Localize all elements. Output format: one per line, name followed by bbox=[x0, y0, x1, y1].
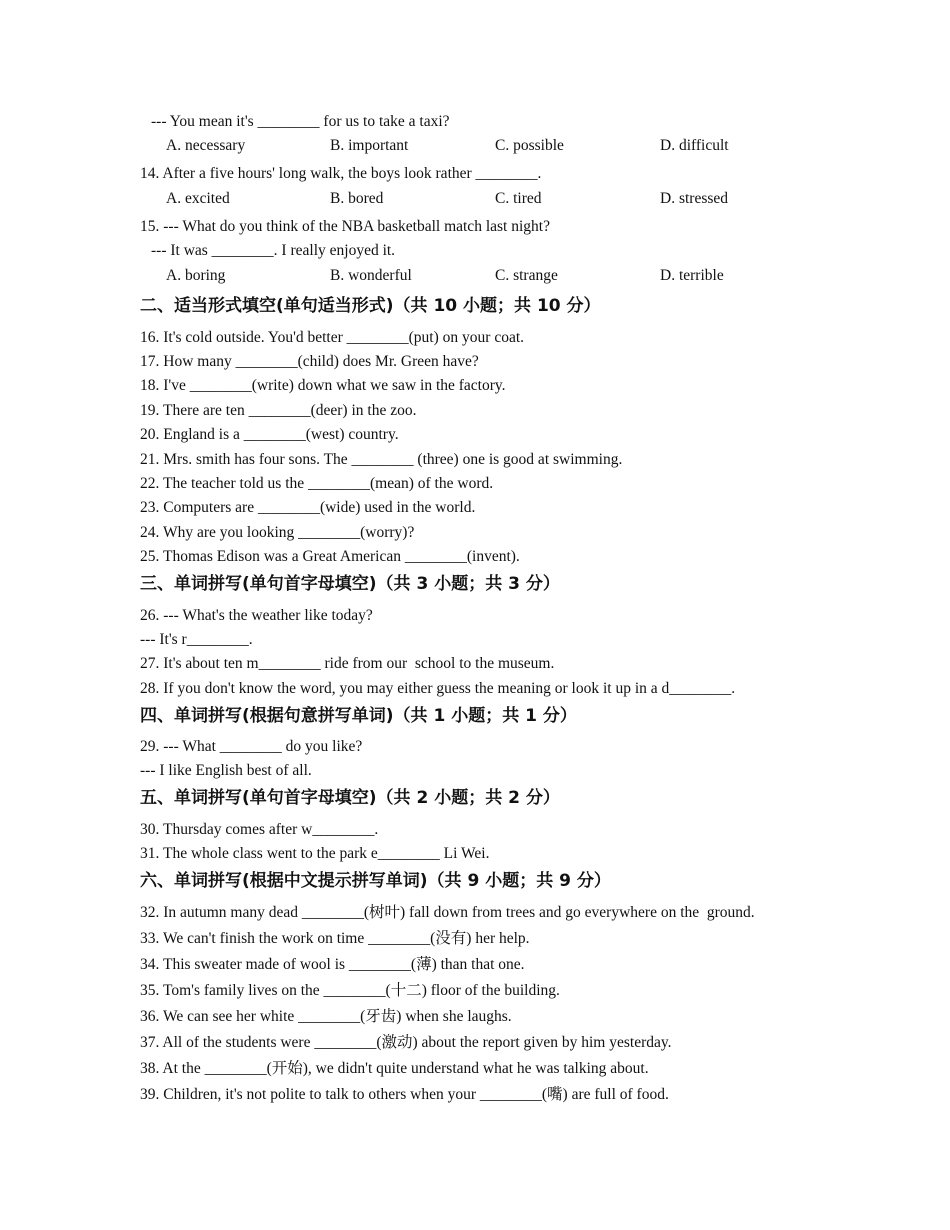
section-2-heading: 二、适当形式填空(单句适当形式)（共 10 小题；共 10 分） bbox=[140, 296, 601, 316]
section-4-heading: 四、单词拼写(根据句意拼写单词)（共 1 小题；共 1 分） bbox=[140, 706, 577, 726]
q14-stem: 14. After a five hours' long walk, the boys look rather ________. bbox=[140, 165, 542, 182]
question-line: 19. There are ten ________(deer) in the zoo. bbox=[140, 402, 417, 419]
question-line: --- I like English best of all. bbox=[140, 762, 312, 779]
q15-option-c: C. strange bbox=[495, 267, 558, 284]
question-line: 21. Mrs. smith has four sons. The ________ (three) one is good at swimming. bbox=[140, 451, 623, 468]
q13-option-b: B. important bbox=[330, 137, 409, 154]
question-line: --- It's r________. bbox=[140, 631, 253, 648]
question-line: 25. Thomas Edison was a Great American ________(invent). bbox=[140, 548, 520, 565]
question-line: 17. How many ________(child) does Mr. Green have? bbox=[140, 353, 479, 370]
question-line: 32. In autumn many dead ________(树叶) fall down from trees and go everywhere on the ground. bbox=[140, 904, 755, 921]
question-line: 34. This sweater made of wool is ________(薄) than that one. bbox=[140, 956, 525, 973]
question-line: 30. Thursday comes after w________. bbox=[140, 821, 379, 838]
section-3-heading: 三、单词拼写(单句首字母填空)（共 3 小题；共 3 分） bbox=[140, 574, 560, 594]
question-line: 35. Tom's family lives on the ________(十二) floor of the building. bbox=[140, 982, 560, 999]
question-line: 18. I've ________(write) down what we saw in the factory. bbox=[140, 377, 506, 394]
q15-stem-line2: --- It was ________. I really enjoyed it. bbox=[151, 242, 396, 259]
question-line: 16. It's cold outside. You'd better ________(put) on your coat. bbox=[140, 329, 525, 346]
q13-option-d: D. difficult bbox=[660, 137, 729, 154]
question-line: 39. Children, it's not polite to talk to others when your ________(嘴) are full of food. bbox=[140, 1086, 669, 1103]
section-5-heading: 五、单词拼写(单句首字母填空)（共 2 小题；共 2 分） bbox=[140, 788, 560, 808]
q13-option-c: C. possible bbox=[495, 137, 564, 154]
question-line: 36. We can see her white ________(牙齿) when she laughs. bbox=[140, 1008, 512, 1025]
q15-option-b: B. wonderful bbox=[330, 267, 412, 284]
question-line: 23. Computers are ________(wide) used in the world. bbox=[140, 499, 476, 516]
section-6-heading: 六、单词拼写(根据中文提示拼写单词)（共 9 小题；共 9 分） bbox=[140, 871, 611, 891]
question-line: 28. If you don't know the word, you may either guess the meaning or look it up in a d________. bbox=[140, 680, 736, 697]
question-line: 38. At the ________(开始), we didn't quite understand what he was talking about. bbox=[140, 1060, 649, 1077]
q14-option-d: D. stressed bbox=[660, 190, 729, 207]
q15-option-d: D. terrible bbox=[660, 267, 724, 284]
q13-option-a: A. necessary bbox=[166, 137, 246, 154]
question-line: 26. --- What's the weather like today? bbox=[140, 607, 373, 624]
question-line: 31. The whole class went to the park e________ Li Wei. bbox=[140, 845, 490, 862]
question-line: 24. Why are you looking ________(worry)? bbox=[140, 524, 415, 541]
q14-option-c: C. tired bbox=[495, 190, 542, 207]
question-line: 33. We can't finish the work on time ________(没有) her help. bbox=[140, 930, 530, 947]
question-line: 37. All of the students were ________(激动) about the report given by him yesterday. bbox=[140, 1034, 672, 1051]
question-line: 27. It's about ten m________ ride from our school to the museum. bbox=[140, 655, 555, 672]
question-line: 29. --- What ________ do you like? bbox=[140, 738, 363, 755]
q14-option-a: A. excited bbox=[166, 190, 230, 207]
question-line: 22. The teacher told us the ________(mean) of the word. bbox=[140, 475, 494, 492]
q13-stem-continuation: --- You mean it's ________ for us to take a taxi? bbox=[151, 113, 450, 130]
q14-option-b: B. bored bbox=[330, 190, 384, 207]
q15-stem: 15. --- What do you think of the NBA basketball match last night? bbox=[140, 218, 550, 235]
question-line: 20. England is a ________(west) country. bbox=[140, 426, 399, 443]
q15-option-a: A. boring bbox=[166, 267, 226, 284]
